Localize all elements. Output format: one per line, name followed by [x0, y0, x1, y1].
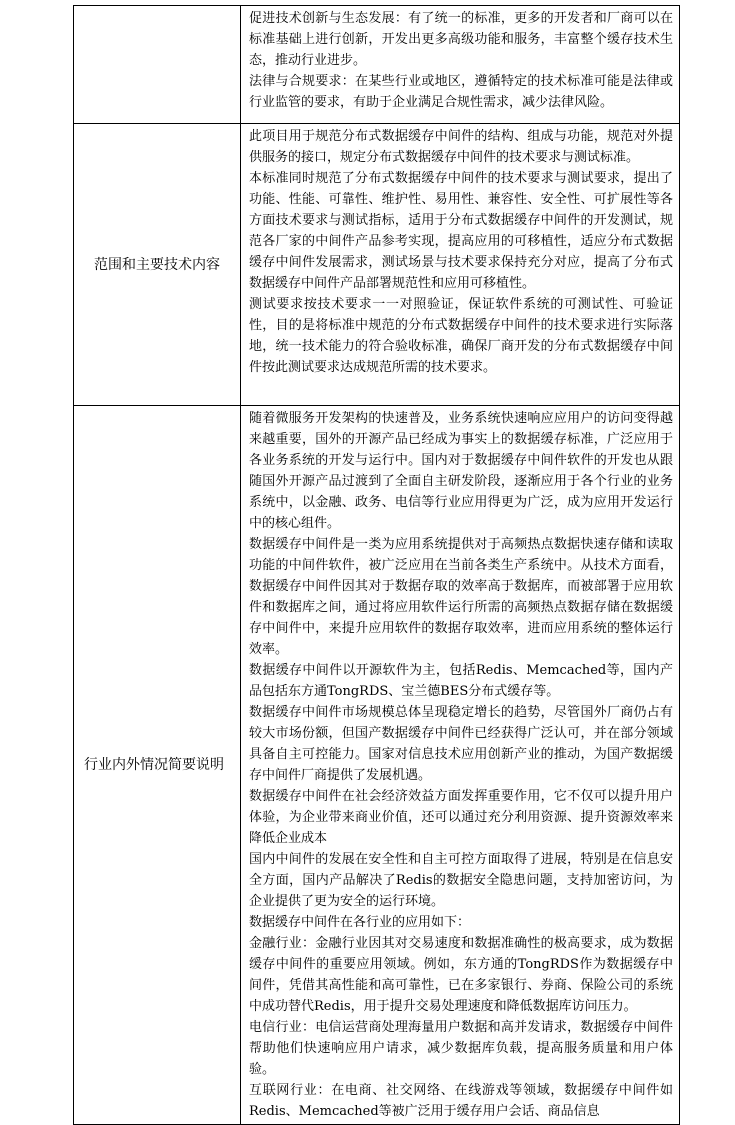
- row-content-cell: [241, 124, 680, 406]
- row-content-cell: [241, 6, 680, 124]
- row-label-scope: 范围和主要技术内容: [94, 256, 220, 273]
- table-row-industry: [74, 406, 680, 1125]
- paragraph: 数据缓存中间件市场规模总体呈现稳定增长的趋势，尽管国外厂商仍占有较大市场份额，但国产数据缓存中间件已经获得广泛认可，并在部分领域具备自主可控能力。国家对信息技术应用创新产业的推动，为国产数据缓存中间件厂商提供了发展机遇。: [249, 705, 673, 783]
- row-label-cell: [74, 124, 241, 406]
- document-table: [73, 5, 680, 1125]
- paragraph: 国内中间件的发展在安全性和自主可控方面取得了进展，特别是在信息安全方面，国内产品解决了Redis的数据安全隐患问题，支持加密访问，为企业提供了更为安全的运行环境。: [249, 852, 673, 909]
- paragraph: 数据缓存中间件在社会经济效益方面发挥重要作用，它不仅可以提升用户体验，为企业带来商业价值，还可以通过充分利用资源、提升资源效率来降低企业成本: [249, 789, 673, 846]
- paragraph: 电信行业：电信运营商处理海量用户数据和高并发请求，数据缓存中间件帮助他们快速响应用户请求，减少数据库负载，提高服务质量和用户体验。: [249, 1020, 673, 1077]
- row-label-industry: 行业内外情况简要说明: [84, 757, 224, 773]
- paragraph: 本标准同时规范了分布式数据缓存中间件的技术要求与测试要求，提出了功能、性能、可靠性、维护性、易用性、兼容性、安全性、可扩展性等各方面技术要求与测试指标，适用于分布式数据缓存中间件的开发测试，规范各厂家的中间件产品参考实现，提高应用的可移植性，适应分布式数据缓存中间件发展需求，测试场景与技术要求保持充分对应，提高了分布式数据缓存中间件产品部署规范性和应用可移植性。: [249, 171, 673, 291]
- paragraph: 金融行业：金融行业因其对交易速度和数据准确性的极高要求，成为数据缓存中间件的重要应用领域。例如，东方通的TongRDS作为数据缓存中间件，凭借其高性能和高可靠性，已在多家银行、券商、保险公司的系统中成功替代Redis，用于提升交易处理速度和降低数据库访问压力。: [249, 936, 673, 1014]
- paragraph: 数据缓存中间件在各行业的应用如下：: [249, 915, 471, 930]
- paragraph: 数据缓存中间件以开源软件为主，包括Redis、Memcached等，国内产品包括东方通TongRDS、宝兰德BES分布式缓存等。: [249, 663, 673, 699]
- row-label-cell: [74, 406, 241, 1125]
- paragraph: 此项目用于规范分布式数据缓存中间件的结构、组成与功能，规范对外提供服务的接口，规定分布式数据缓存中间件的技术要求与测试标准。: [249, 129, 673, 165]
- paragraph: 促进技术创新与生态发展：有了统一的标准，更多的开发者和厂商可以在标准基础上进行创新，开发出更多高级功能和服务，丰富整个缓存技术生态，推动行业进步。: [249, 11, 673, 68]
- paragraph: 数据缓存中间件是一类为应用系统提供对于高频热点数据快速存储和读取功能的中间件软件，被广泛应用在当前各类生产系统中。从技术方面看，数据缓存中间件因其对于数据存取的效率高于数据库，而被部署于应用软件和数据库之间，通过将应用软件运行所需的高频热点数据存储在数据缓存中间件中，来提升应用软件的数据存取效率，进而应用系统的整体运行效率。: [249, 537, 673, 657]
- paragraph: 互联网行业：在电商、社交网络、在线游戏等领域，数据缓存中间件如Redis、Memcached等被广泛用于缓存用户会话、商品信息: [249, 1083, 673, 1119]
- table-row-continuation: [74, 6, 680, 124]
- row-label-cell-empty: [74, 6, 241, 124]
- paragraph: 法律与合规要求：在某些行业或地区，遵循特定的技术标准可能是法律或行业监管的要求，有助于企业满足合规性需求，减少法律风险。: [249, 74, 673, 110]
- paragraph: 测试要求按技术要求一一对照验证，保证软件系统的可测试性、可验证性，目的是将标准中规范的分布式数据缓存中间件的技术要求进行实际落地，统一技术能力的符合验收标准，确保厂商开发的分布式数据缓存中间件按此测试要求达成规范所需的技术要求。: [249, 297, 673, 375]
- row-content-cell: [241, 406, 680, 1125]
- table-row-scope: [74, 124, 680, 406]
- paragraph: 随着微服务开发架构的快速普及，业务系统快速响应应用户的访问变得越来越重要，国外的开源产品已经成为事实上的数据缓存标准，广泛应用于各业务系统的开发与运行中。国内对于数据缓存中间件软件的开发也从跟随国外开源产品过渡到了全面自主研发阶段，逐渐应用于各个行业的业务系统中，以金融、政务、电信等行业应用得更为广泛，成为应用开发运行中的核心组件。: [249, 411, 673, 531]
